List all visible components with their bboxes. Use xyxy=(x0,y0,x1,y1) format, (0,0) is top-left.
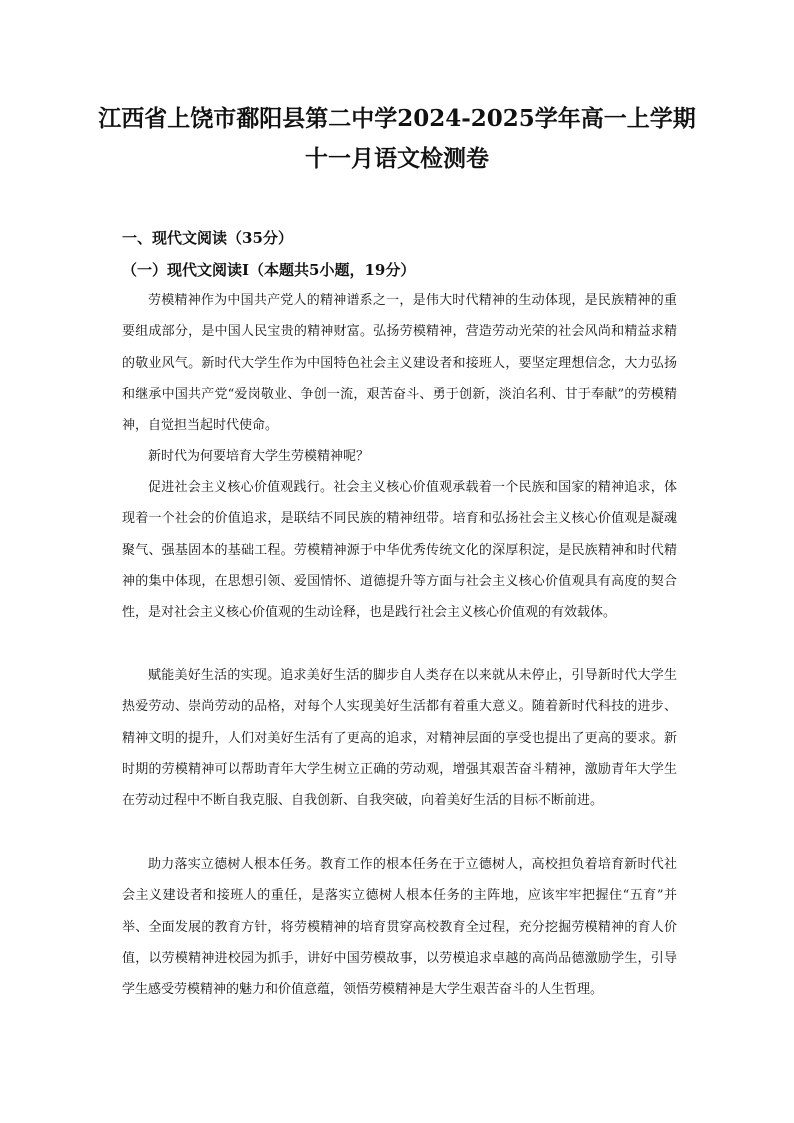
paragraph-question xyxy=(122,441,677,472)
section-heading: 一、现代文阅读（35分） xyxy=(122,229,293,247)
paragraph-text: 助力落实立德树人根本任务。教育工作的根本任务在于立德树人，高校担负着培育新时代社会主义建设者和接班人的重任，是落实立德树人根本任务的主阵地，应该牢牢把握住“五育”并举、全面发展的教育方针，将劳模精神的培育贯穿高校教育全过程，充分挖掘劳模精神的育人价值，以劳模精神进校园为抓手，讲好中国劳模故事，以劳模追求卓越的高尚品德激励学生，引导学生感受劳模精神的魅力和价值意蕴，领悟劳模精神是大学生艰苦奋斗的人生哲理。 xyxy=(122,857,677,998)
paragraph-intro xyxy=(122,285,677,441)
exam-title-line-1: 江西省上饶市鄱阳县第二中学2024-2025学年高一上学期 xyxy=(98,105,696,132)
paragraph-text: 劳模精神作为中国共产党人的精神谱系之一，是伟大时代精神的生动体现，是民族精神的重要组成部分，是中国人民宝贵的精神财富。弘扬劳模精神，营造劳动光荣的社会风尚和精益求精的敬业风气。新时代大学生作为中国特色社会主义建设者和接班人，要坚定理想信念，大力弘扬和继承中国共产党“爱岗敬业、争创一流，艰苦奋斗、勇于创新，淡泊名利、甘于奉献”的劳模精神，自觉担当起时代使命。 xyxy=(122,293,677,434)
paragraph-better-life xyxy=(122,660,677,816)
paragraph-text: 赋能美好生活的实现。追求美好生活的脚步自人类存在以来就从未停止，引导新时代大学生热爱劳动、崇尚劳动的品格，对每个人实现美好生活都有着重大意义。随着新时代科技的进步、精神文明的提升，人们对美好生活有了更高的追求，对精神层面的享受也提出了更高的要求。新时期的劳模精神可以帮助青年大学生树立正确的劳动观，增强其艰苦奋斗精神，激励青年大学生在劳动过程中不断自我克服、自我创新、自我突破，向着美好生活的目标不断前进。 xyxy=(122,668,677,809)
subsection-heading: （一）现代文阅读Ⅰ（本题共5小题，19分） xyxy=(122,261,416,279)
paragraph-text: 促进社会主义核心价值观践行。社会主义核心价值观承载着一个民族和国家的精神追求，体现着一个社会的价值追求，是联结不同民族的精神纽带。培育和弘扬社会主义核心价值观是凝魂聚气、强基固本的基础工程。劳模精神源于中华优秀传统文化的深厚积淀，是民族精神和时代精神的集中体现，在思想引领、爱国情怀、道德提升等方面与社会主义核心价值观具有高度的契合性，是对社会主义核心价值观的生动诠释，也是践行社会主义核心价值观的有效载体。 xyxy=(122,480,677,621)
exam-title-line-2: 十一月语文检测卷 xyxy=(305,145,489,172)
paragraph-text: 新时代为何要培育大学生劳模精神呢？ xyxy=(148,449,370,464)
paragraph-core-values xyxy=(122,472,677,628)
paragraph-moral-education xyxy=(122,849,677,1005)
